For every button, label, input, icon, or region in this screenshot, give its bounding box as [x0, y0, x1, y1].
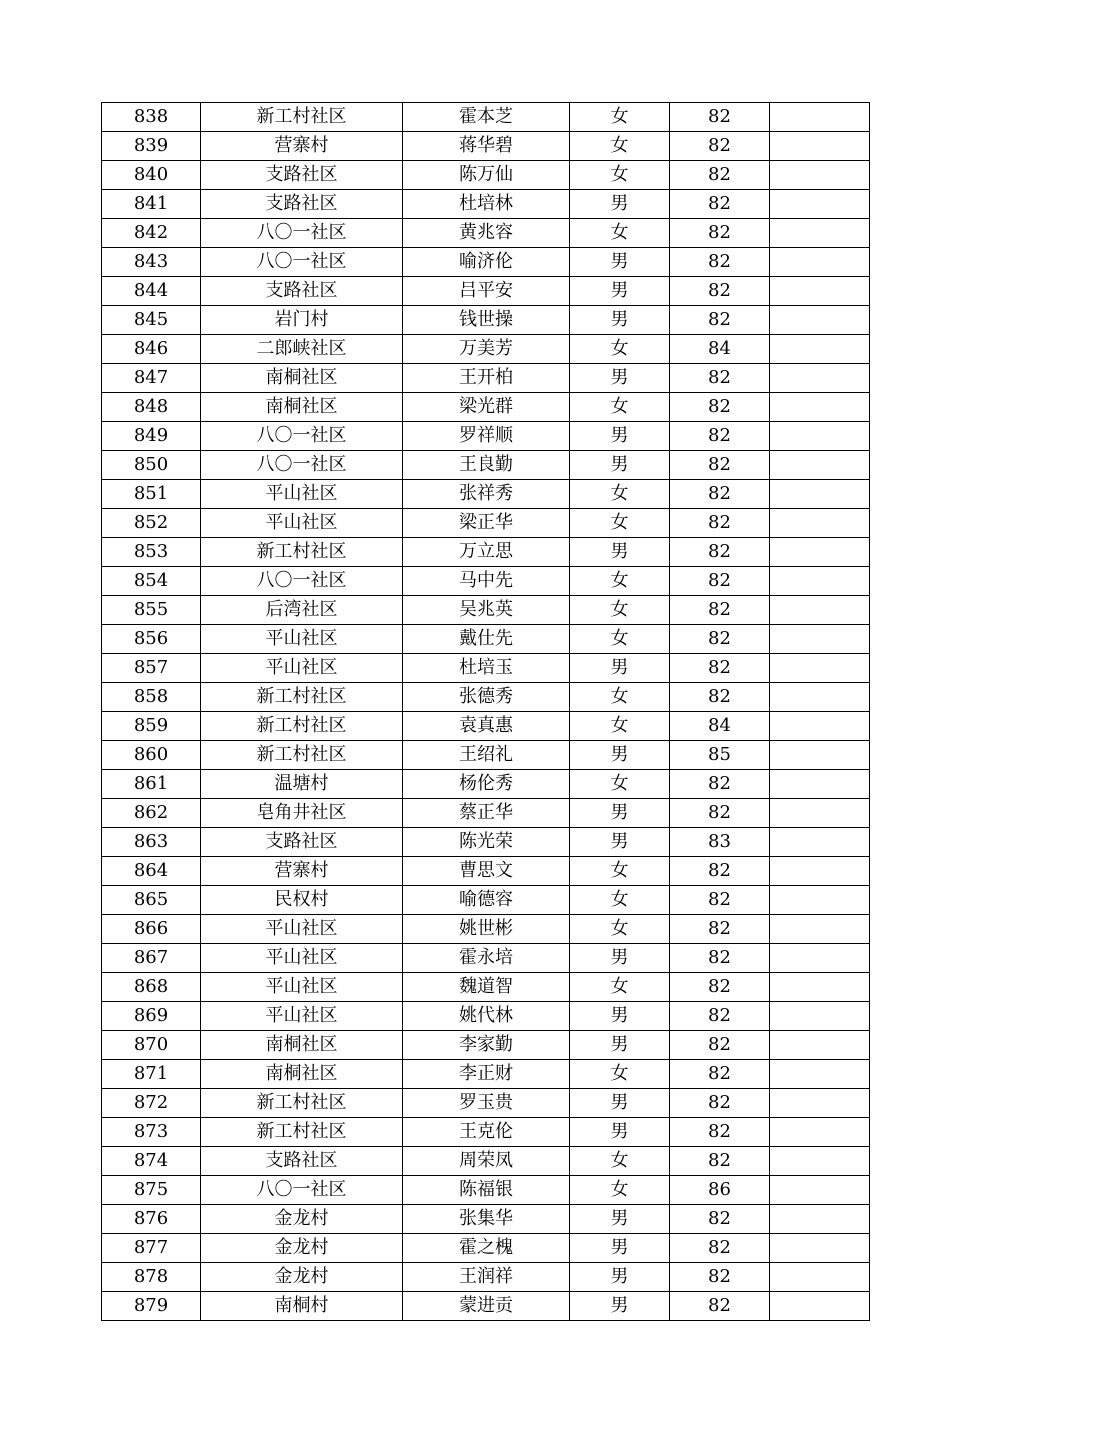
cell-person-name: 梁光群: [403, 393, 570, 422]
cell-community: 后湾社区: [201, 596, 403, 625]
cell-community: 岩门村: [201, 306, 403, 335]
cell-age: 82: [670, 364, 770, 393]
cell-serial-number: 862: [102, 799, 201, 828]
cell-serial-number: 853: [102, 538, 201, 567]
cell-serial-number: 866: [102, 915, 201, 944]
cell-person-name: 张集华: [403, 1205, 570, 1234]
cell-note: [770, 915, 870, 944]
cell-age: 82: [670, 103, 770, 132]
cell-person-name: 吴兆英: [403, 596, 570, 625]
cell-gender: 女: [570, 915, 670, 944]
cell-community: 皂角井社区: [201, 799, 403, 828]
table-row: [102, 625, 870, 654]
cell-serial-number: 840: [102, 161, 201, 190]
cell-person-name: 王开柏: [403, 364, 570, 393]
cell-gender: 女: [570, 596, 670, 625]
table-row: [102, 306, 870, 335]
cell-gender: 男: [570, 1031, 670, 1060]
cell-note: [770, 161, 870, 190]
cell-serial-number: 877: [102, 1234, 201, 1263]
table-row: [102, 538, 870, 567]
cell-serial-number: 849: [102, 422, 201, 451]
table-row: [102, 1147, 870, 1176]
table-row: [102, 132, 870, 161]
cell-note: [770, 1089, 870, 1118]
cell-community: 八〇一社区: [201, 1176, 403, 1205]
table-row: [102, 596, 870, 625]
table-row: [102, 1205, 870, 1234]
table-row: [102, 1089, 870, 1118]
cell-serial-number: 841: [102, 190, 201, 219]
table-row: [102, 770, 870, 799]
cell-note: [770, 1263, 870, 1292]
cell-note: [770, 1031, 870, 1060]
cell-gender: 女: [570, 393, 670, 422]
cell-serial-number: 876: [102, 1205, 201, 1234]
cell-serial-number: 842: [102, 219, 201, 248]
cell-community: 新工村社区: [201, 103, 403, 132]
cell-note: [770, 219, 870, 248]
table-row: [102, 1176, 870, 1205]
cell-person-name: 万美芳: [403, 335, 570, 364]
cell-person-name: 王克伦: [403, 1118, 570, 1147]
cell-note: [770, 828, 870, 857]
cell-person-name: 蒋华碧: [403, 132, 570, 161]
cell-serial-number: 852: [102, 509, 201, 538]
cell-age: 82: [670, 190, 770, 219]
cell-gender: 女: [570, 480, 670, 509]
cell-gender: 女: [570, 567, 670, 596]
cell-serial-number: 855: [102, 596, 201, 625]
cell-age: 82: [670, 1118, 770, 1147]
cell-age: 82: [670, 1031, 770, 1060]
cell-serial-number: 847: [102, 364, 201, 393]
cell-gender: 女: [570, 1060, 670, 1089]
cell-age: 82: [670, 625, 770, 654]
cell-serial-number: 838: [102, 103, 201, 132]
cell-person-name: 罗祥顺: [403, 422, 570, 451]
cell-person-name: 戴仕先: [403, 625, 570, 654]
cell-person-name: 喻德容: [403, 886, 570, 915]
cell-community: 支路社区: [201, 828, 403, 857]
cell-gender: 男: [570, 190, 670, 219]
cell-person-name: 陈光荣: [403, 828, 570, 857]
cell-serial-number: 851: [102, 480, 201, 509]
cell-person-name: 张德秀: [403, 683, 570, 712]
table-row: [102, 1234, 870, 1263]
cell-gender: 女: [570, 103, 670, 132]
cell-person-name: 王润祥: [403, 1263, 570, 1292]
cell-person-name: 罗玉贵: [403, 1089, 570, 1118]
table-row: [102, 712, 870, 741]
cell-note: [770, 567, 870, 596]
cell-person-name: 袁真惠: [403, 712, 570, 741]
cell-age: 82: [670, 1089, 770, 1118]
table-row: [102, 219, 870, 248]
table-row: [102, 248, 870, 277]
cell-age: 84: [670, 712, 770, 741]
cell-community: 新工村社区: [201, 1089, 403, 1118]
cell-community: 营寨村: [201, 857, 403, 886]
cell-person-name: 魏道智: [403, 973, 570, 1002]
cell-gender: 男: [570, 1234, 670, 1263]
cell-community: 八〇一社区: [201, 219, 403, 248]
cell-community: 南桐社区: [201, 1060, 403, 1089]
cell-note: [770, 306, 870, 335]
cell-age: 82: [670, 1147, 770, 1176]
cell-gender: 男: [570, 1002, 670, 1031]
cell-serial-number: 859: [102, 712, 201, 741]
cell-age: 82: [670, 770, 770, 799]
cell-note: [770, 509, 870, 538]
table-row: [102, 190, 870, 219]
cell-gender: 男: [570, 828, 670, 857]
cell-gender: 女: [570, 973, 670, 1002]
cell-age: 82: [670, 973, 770, 1002]
cell-person-name: 杜培林: [403, 190, 570, 219]
cell-note: [770, 277, 870, 306]
cell-community: 平山社区: [201, 480, 403, 509]
cell-person-name: 霍永培: [403, 944, 570, 973]
cell-community: 八〇一社区: [201, 567, 403, 596]
roster-body: [102, 103, 870, 1321]
cell-gender: 女: [570, 509, 670, 538]
cell-age: 82: [670, 915, 770, 944]
cell-community: 南桐社区: [201, 1031, 403, 1060]
cell-note: [770, 886, 870, 915]
cell-gender: 男: [570, 451, 670, 480]
table-row: [102, 1060, 870, 1089]
cell-gender: 男: [570, 538, 670, 567]
cell-note: [770, 132, 870, 161]
cell-serial-number: 869: [102, 1002, 201, 1031]
table-row: [102, 161, 870, 190]
cell-note: [770, 451, 870, 480]
cell-community: 平山社区: [201, 1002, 403, 1031]
cell-person-name: 蒙进贡: [403, 1292, 570, 1321]
cell-gender: 男: [570, 1205, 670, 1234]
cell-person-name: 李家勤: [403, 1031, 570, 1060]
cell-age: 82: [670, 132, 770, 161]
cell-community: 金龙村: [201, 1234, 403, 1263]
cell-serial-number: 879: [102, 1292, 201, 1321]
cell-note: [770, 422, 870, 451]
cell-gender: 女: [570, 857, 670, 886]
cell-person-name: 张祥秀: [403, 480, 570, 509]
cell-age: 82: [670, 596, 770, 625]
cell-community: 新工村社区: [201, 1118, 403, 1147]
cell-person-name: 曹思文: [403, 857, 570, 886]
cell-note: [770, 683, 870, 712]
cell-community: 南桐村: [201, 1292, 403, 1321]
cell-person-name: 蔡正华: [403, 799, 570, 828]
table-row: [102, 973, 870, 1002]
cell-gender: 男: [570, 277, 670, 306]
cell-community: 平山社区: [201, 625, 403, 654]
cell-note: [770, 1147, 870, 1176]
cell-serial-number: 844: [102, 277, 201, 306]
cell-gender: 女: [570, 625, 670, 654]
cell-age: 82: [670, 1292, 770, 1321]
cell-serial-number: 843: [102, 248, 201, 277]
cell-gender: 男: [570, 248, 670, 277]
cell-serial-number: 854: [102, 567, 201, 596]
cell-serial-number: 868: [102, 973, 201, 1002]
cell-gender: 男: [570, 1118, 670, 1147]
table-row: [102, 567, 870, 596]
cell-person-name: 杨伦秀: [403, 770, 570, 799]
cell-community: 二郎峡社区: [201, 335, 403, 364]
cell-note: [770, 1002, 870, 1031]
cell-gender: 女: [570, 683, 670, 712]
cell-community: 民权村: [201, 886, 403, 915]
cell-note: [770, 654, 870, 683]
cell-person-name: 梁正华: [403, 509, 570, 538]
table-row: [102, 335, 870, 364]
cell-note: [770, 1176, 870, 1205]
table-row: [102, 683, 870, 712]
cell-age: 82: [670, 393, 770, 422]
cell-serial-number: 878: [102, 1263, 201, 1292]
cell-gender: 女: [570, 335, 670, 364]
cell-gender: 女: [570, 712, 670, 741]
cell-age: 82: [670, 422, 770, 451]
cell-age: 82: [670, 1002, 770, 1031]
cell-age: 82: [670, 480, 770, 509]
cell-person-name: 周荣凤: [403, 1147, 570, 1176]
cell-gender: 男: [570, 306, 670, 335]
cell-gender: 男: [570, 1089, 670, 1118]
cell-age: 82: [670, 451, 770, 480]
cell-age: 82: [670, 1263, 770, 1292]
cell-note: [770, 335, 870, 364]
cell-note: [770, 480, 870, 509]
cell-gender: 男: [570, 741, 670, 770]
cell-gender: 女: [570, 219, 670, 248]
cell-community: 新工村社区: [201, 712, 403, 741]
table-row: [102, 1002, 870, 1031]
cell-serial-number: 871: [102, 1060, 201, 1089]
cell-age: 82: [670, 799, 770, 828]
cell-serial-number: 873: [102, 1118, 201, 1147]
cell-note: [770, 1234, 870, 1263]
table-row: [102, 828, 870, 857]
cell-note: [770, 973, 870, 1002]
cell-person-name: 陈福银: [403, 1176, 570, 1205]
cell-gender: 男: [570, 944, 670, 973]
cell-person-name: 杜培玉: [403, 654, 570, 683]
table-row: [102, 422, 870, 451]
cell-note: [770, 190, 870, 219]
cell-serial-number: 863: [102, 828, 201, 857]
cell-age: 82: [670, 944, 770, 973]
cell-age: 82: [670, 277, 770, 306]
cell-community: 南桐社区: [201, 364, 403, 393]
cell-note: [770, 944, 870, 973]
cell-person-name: 霍本芝: [403, 103, 570, 132]
cell-age: 82: [670, 509, 770, 538]
cell-person-name: 喻济伦: [403, 248, 570, 277]
cell-community: 平山社区: [201, 973, 403, 1002]
table-row: [102, 393, 870, 422]
cell-serial-number: 846: [102, 335, 201, 364]
cell-age: 82: [670, 1205, 770, 1234]
cell-gender: 男: [570, 799, 670, 828]
cell-age: 85: [670, 741, 770, 770]
cell-gender: 女: [570, 132, 670, 161]
table-row: [102, 509, 870, 538]
cell-gender: 女: [570, 1147, 670, 1176]
cell-note: [770, 1118, 870, 1147]
table-row: [102, 364, 870, 393]
table-row: [102, 886, 870, 915]
cell-age: 82: [670, 161, 770, 190]
cell-person-name: 李正财: [403, 1060, 570, 1089]
cell-age: 82: [670, 1060, 770, 1089]
cell-serial-number: 861: [102, 770, 201, 799]
cell-community: 平山社区: [201, 944, 403, 973]
cell-community: 平山社区: [201, 654, 403, 683]
cell-note: [770, 625, 870, 654]
cell-community: 营寨村: [201, 132, 403, 161]
cell-gender: 男: [570, 422, 670, 451]
cell-note: [770, 1205, 870, 1234]
cell-serial-number: 850: [102, 451, 201, 480]
table-row: [102, 944, 870, 973]
cell-person-name: 王绍礼: [403, 741, 570, 770]
cell-serial-number: 839: [102, 132, 201, 161]
cell-note: [770, 248, 870, 277]
cell-person-name: 黄兆容: [403, 219, 570, 248]
cell-age: 82: [670, 1234, 770, 1263]
cell-serial-number: 848: [102, 393, 201, 422]
cell-note: [770, 596, 870, 625]
table-row: [102, 1263, 870, 1292]
cell-age: 84: [670, 335, 770, 364]
cell-community: 南桐社区: [201, 393, 403, 422]
cell-note: [770, 364, 870, 393]
table-row: [102, 857, 870, 886]
cell-serial-number: 872: [102, 1089, 201, 1118]
cell-serial-number: 857: [102, 654, 201, 683]
cell-gender: 男: [570, 1292, 670, 1321]
cell-gender: 女: [570, 770, 670, 799]
cell-serial-number: 856: [102, 625, 201, 654]
cell-note: [770, 741, 870, 770]
cell-community: 支路社区: [201, 161, 403, 190]
cell-serial-number: 874: [102, 1147, 201, 1176]
cell-age: 82: [670, 219, 770, 248]
table-row: [102, 451, 870, 480]
table-row: [102, 1292, 870, 1321]
cell-note: [770, 712, 870, 741]
cell-person-name: 霍之槐: [403, 1234, 570, 1263]
table-row: [102, 277, 870, 306]
cell-serial-number: 875: [102, 1176, 201, 1205]
cell-person-name: 姚代林: [403, 1002, 570, 1031]
table-row: [102, 654, 870, 683]
cell-person-name: 吕平安: [403, 277, 570, 306]
cell-serial-number: 865: [102, 886, 201, 915]
cell-person-name: 万立思: [403, 538, 570, 567]
cell-gender: 男: [570, 1263, 670, 1292]
cell-person-name: 马中先: [403, 567, 570, 596]
cell-note: [770, 103, 870, 132]
table-row: [102, 741, 870, 770]
cell-serial-number: 860: [102, 741, 201, 770]
cell-community: 八〇一社区: [201, 422, 403, 451]
cell-serial-number: 845: [102, 306, 201, 335]
table-row: [102, 1031, 870, 1060]
table-row: [102, 480, 870, 509]
cell-age: 82: [670, 654, 770, 683]
cell-note: [770, 538, 870, 567]
table-row: [102, 103, 870, 132]
cell-community: 支路社区: [201, 277, 403, 306]
cell-community: 支路社区: [201, 190, 403, 219]
table-row: [102, 915, 870, 944]
cell-community: 新工村社区: [201, 538, 403, 567]
cell-gender: 女: [570, 886, 670, 915]
cell-community: 平山社区: [201, 509, 403, 538]
cell-community: 温塘村: [201, 770, 403, 799]
cell-person-name: 姚世彬: [403, 915, 570, 944]
cell-age: 82: [670, 857, 770, 886]
cell-age: 83: [670, 828, 770, 857]
cell-age: 82: [670, 538, 770, 567]
cell-age: 82: [670, 248, 770, 277]
cell-person-name: 陈万仙: [403, 161, 570, 190]
cell-community: 支路社区: [201, 1147, 403, 1176]
cell-community: 八〇一社区: [201, 451, 403, 480]
cell-community: 新工村社区: [201, 683, 403, 712]
cell-gender: 男: [570, 364, 670, 393]
cell-serial-number: 867: [102, 944, 201, 973]
cell-note: [770, 799, 870, 828]
cell-note: [770, 770, 870, 799]
cell-serial-number: 858: [102, 683, 201, 712]
cell-serial-number: 870: [102, 1031, 201, 1060]
cell-age: 82: [670, 306, 770, 335]
cell-community: 金龙村: [201, 1205, 403, 1234]
cell-gender: 男: [570, 654, 670, 683]
cell-note: [770, 393, 870, 422]
cell-person-name: 钱世操: [403, 306, 570, 335]
cell-community: 八〇一社区: [201, 248, 403, 277]
cell-gender: 女: [570, 161, 670, 190]
table-row: [102, 1118, 870, 1147]
cell-community: 平山社区: [201, 915, 403, 944]
cell-community: 金龙村: [201, 1263, 403, 1292]
cell-person-name: 王良勤: [403, 451, 570, 480]
cell-gender: 女: [570, 1176, 670, 1205]
cell-note: [770, 1060, 870, 1089]
cell-age: 82: [670, 886, 770, 915]
cell-note: [770, 857, 870, 886]
cell-note: [770, 1292, 870, 1321]
cell-serial-number: 864: [102, 857, 201, 886]
cell-community: 新工村社区: [201, 741, 403, 770]
cell-age: 82: [670, 683, 770, 712]
cell-age: 86: [670, 1176, 770, 1205]
cell-age: 82: [670, 567, 770, 596]
roster-table: [101, 102, 870, 1321]
table-row: [102, 799, 870, 828]
